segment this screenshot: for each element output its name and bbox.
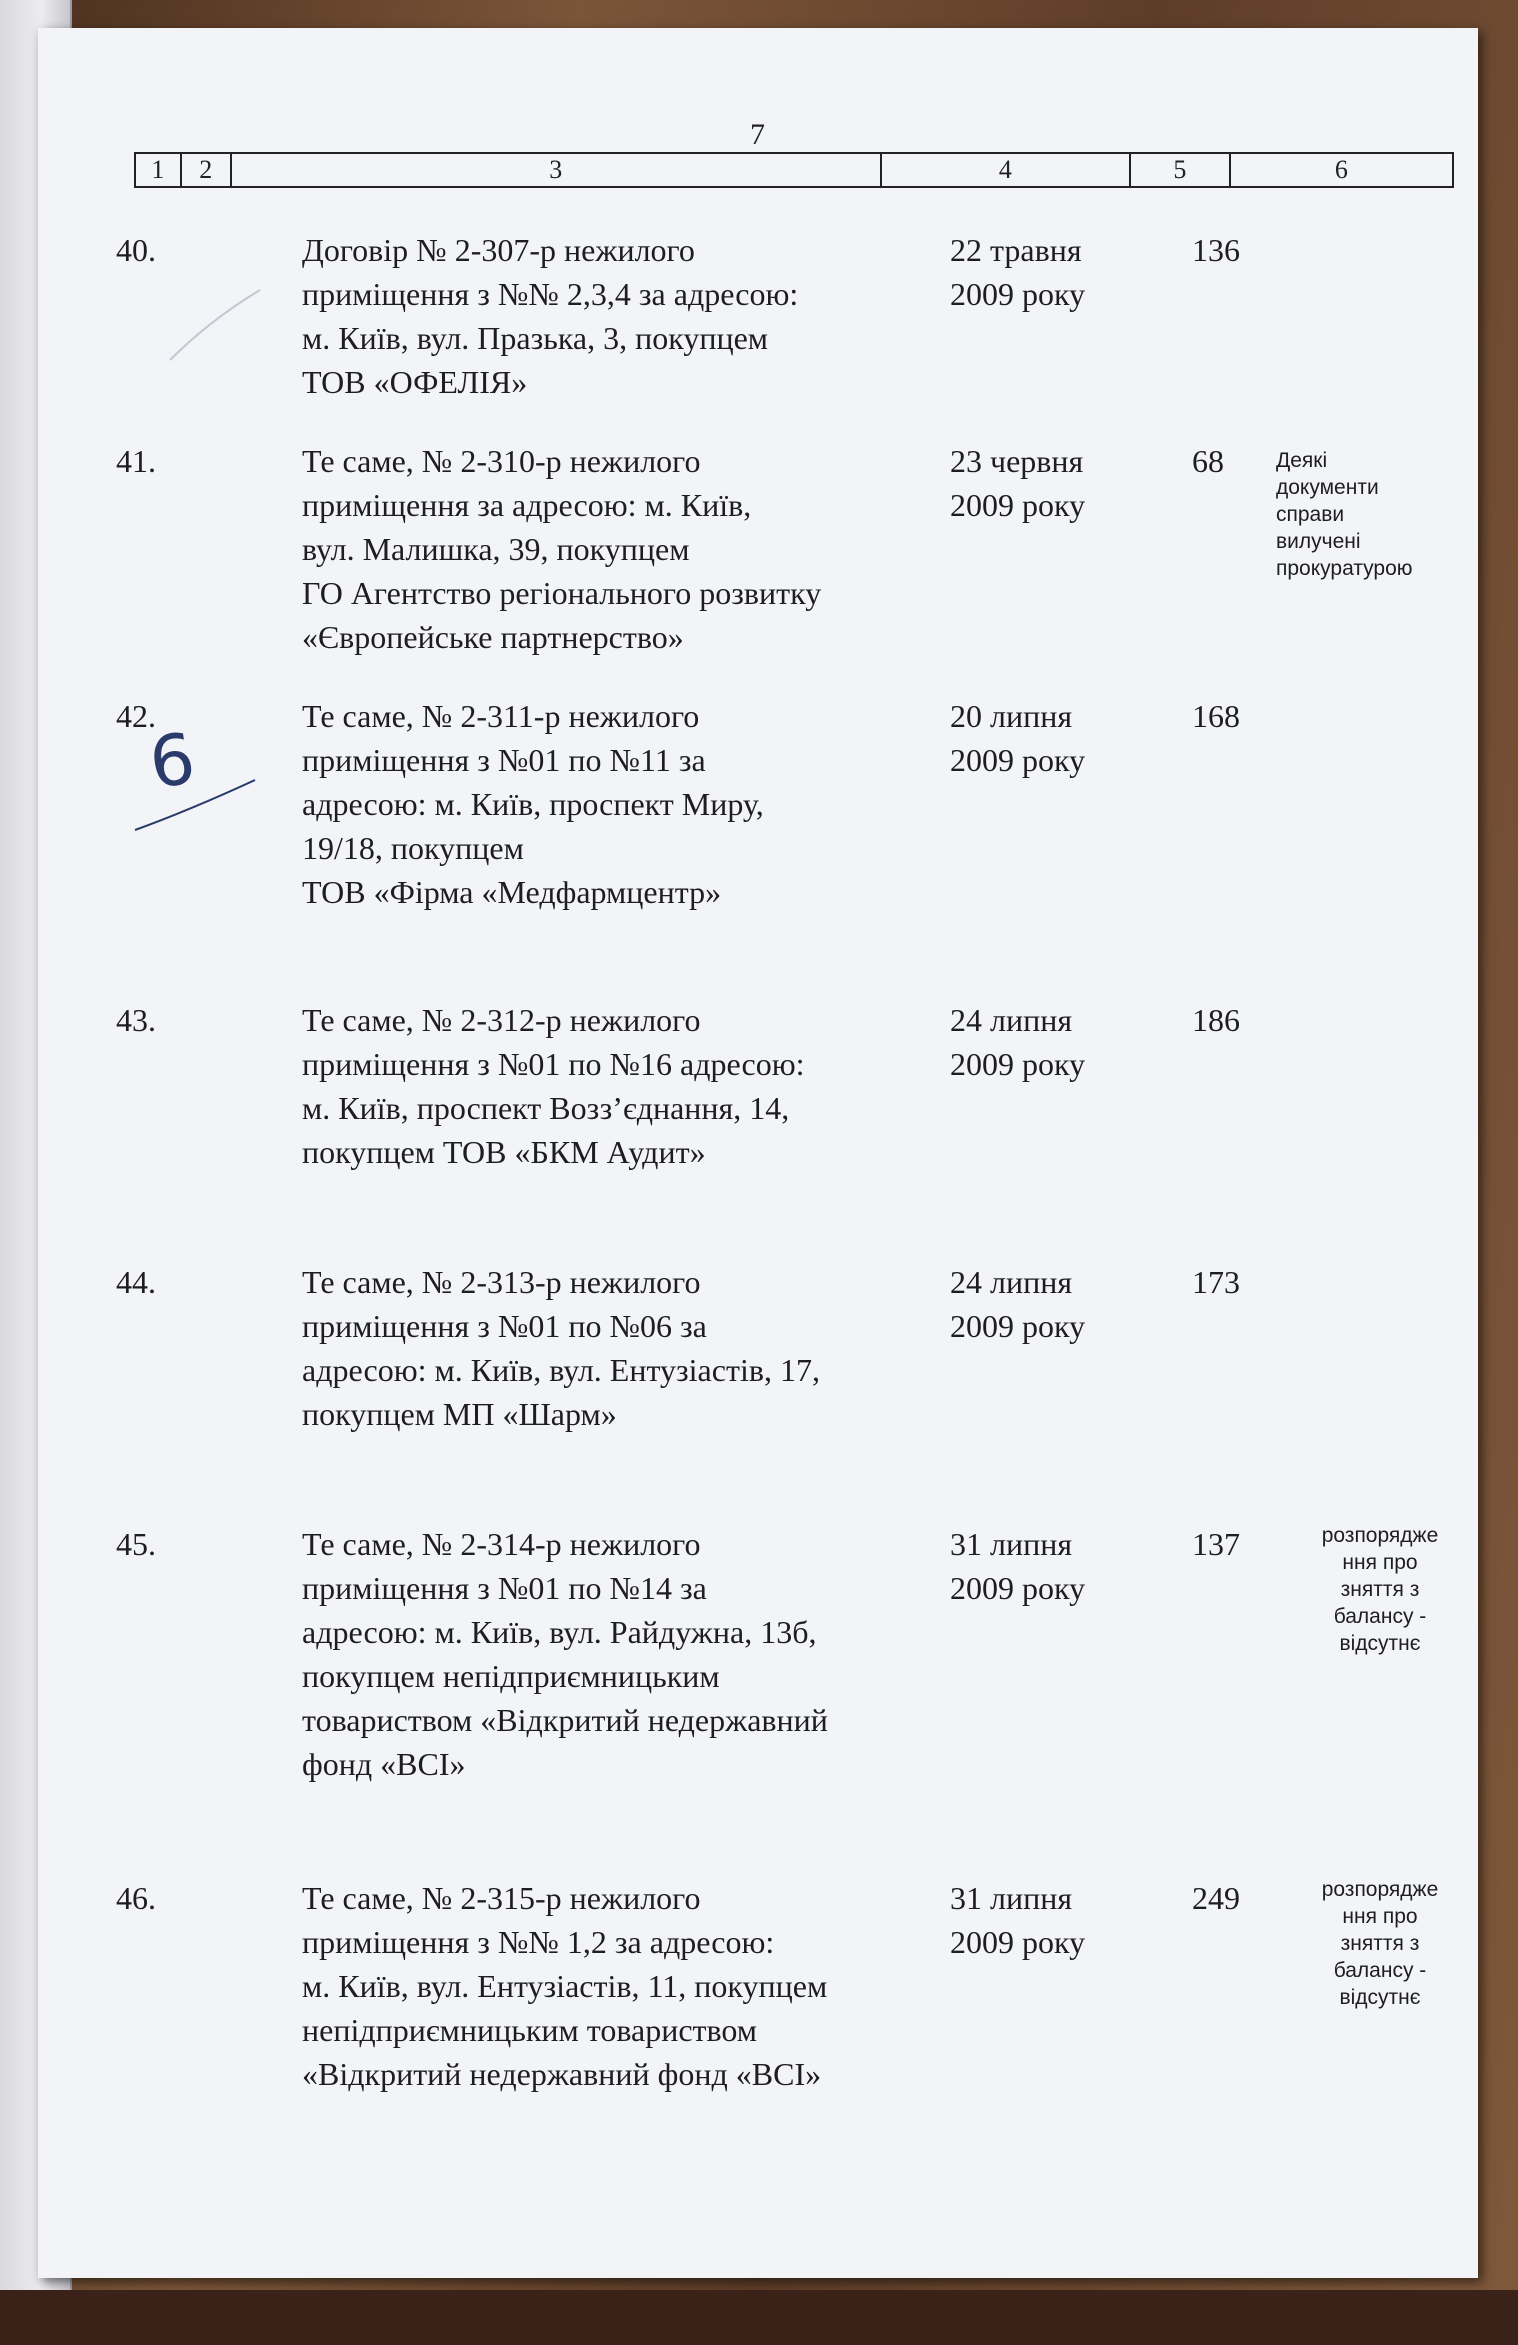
row-description: Договір № 2-307-р нежилого приміщення з №№ 2,3,4 за адресою: м. Київ, вул. Празька, 3, покупцем ТОВ «ОФЕЛІЯ» bbox=[302, 232, 799, 400]
row-date: 24 липня 2009 року bbox=[950, 1002, 1086, 1082]
row-description: Те саме, № 2-312-р нежилого приміщення з №01 по №16 адресою: м. Київ, проспект Возз’єднання, 14, покупцем ТОВ «БКМ Аудит» bbox=[302, 1002, 805, 1170]
faint-pencil-mark bbox=[160, 280, 270, 370]
row-note: розпорядже ння про зняття з балансу - відсутнє bbox=[1321, 1878, 1439, 2009]
row-description: Те саме, № 2-315-р нежилого приміщення з №№ 1,2 за адресою: м. Київ, вул. Ентузіастів, 11, покупцем непідприємницьким товариством «Відкритий недержавний фонд «ВСІ» bbox=[302, 1880, 828, 2092]
row-date: 31 липня 2009 року bbox=[950, 1880, 1086, 1960]
row-number: 40. bbox=[116, 232, 156, 268]
row-sheet-count: 137 bbox=[1192, 1526, 1240, 1562]
pencil-stroke bbox=[170, 290, 260, 360]
row-description: Те саме, № 2-310-р нежилого приміщення за адресою: м. Київ, вул. Малишка, 39, покупцем ГО Агентство регіонального розвитку «Європейське партнерство» bbox=[302, 443, 822, 655]
row-sheet-count: 249 bbox=[1192, 1880, 1240, 1916]
row-sheet-count: 136 bbox=[1192, 232, 1240, 268]
row-sheet-count: 186 bbox=[1192, 1002, 1240, 1038]
row-date: 20 липня 2009 року bbox=[950, 698, 1086, 778]
column-header: 5 bbox=[1131, 154, 1231, 186]
column-header: 6 bbox=[1334, 155, 1348, 184]
row-description: Те саме, № 2-313-р нежилого приміщення з №01 по №06 за адресою: м. Київ, вул. Ентузіастів, 17, покупцем МП «Шарм» bbox=[302, 1264, 820, 1432]
handwritten-stroke bbox=[130, 760, 260, 840]
row-note: розпорядже ння про зняття з балансу - відсутнє bbox=[1321, 1524, 1439, 1655]
handwritten-mark: 6 bbox=[144, 717, 201, 805]
row-note: Деякі документи справи вилучені прокуратурою bbox=[1276, 449, 1413, 580]
row-number: 41. bbox=[116, 443, 156, 479]
row-number: 43. bbox=[116, 1002, 156, 1038]
row-sheet-count: 68 bbox=[1192, 443, 1224, 479]
row-number: 45. bbox=[116, 1526, 156, 1562]
pencil-stroke bbox=[135, 780, 255, 830]
row-number: 44. bbox=[116, 1264, 156, 1300]
column-header: 4 bbox=[882, 154, 1131, 186]
row-number: 42. bbox=[116, 698, 156, 734]
row-date: 24 липня 2009 року bbox=[950, 1264, 1086, 1344]
row-sheet-count: 168 bbox=[1192, 698, 1240, 734]
row-date: 23 червня 2009 року bbox=[950, 443, 1086, 523]
row-description: Те саме, № 2-311-р нежилого приміщення з №01 по №11 за адресою: м. Київ, проспект Миру, 19/18, покупцем ТОВ «Фірма «Медфармцентр» bbox=[302, 698, 764, 910]
column-header: 2 bbox=[182, 154, 232, 186]
column-header: 1 bbox=[136, 154, 182, 186]
row-date: 31 липня 2009 року bbox=[950, 1526, 1086, 1606]
row-date: 22 травня 2009 року bbox=[950, 232, 1086, 312]
page-number: 7 bbox=[750, 118, 765, 151]
row-description: Те саме, № 2-314-р нежилого приміщення з №01 по №14 за адресою: м. Київ, вул. Райдужна, 13б, покупцем непідприємницьким товариством «Відкритий недержавний фонд «ВСІ» bbox=[302, 1526, 828, 1782]
row-sheet-count: 173 bbox=[1192, 1264, 1240, 1300]
row-number: 46. bbox=[116, 1880, 156, 1916]
column-header: 3 bbox=[232, 154, 882, 186]
